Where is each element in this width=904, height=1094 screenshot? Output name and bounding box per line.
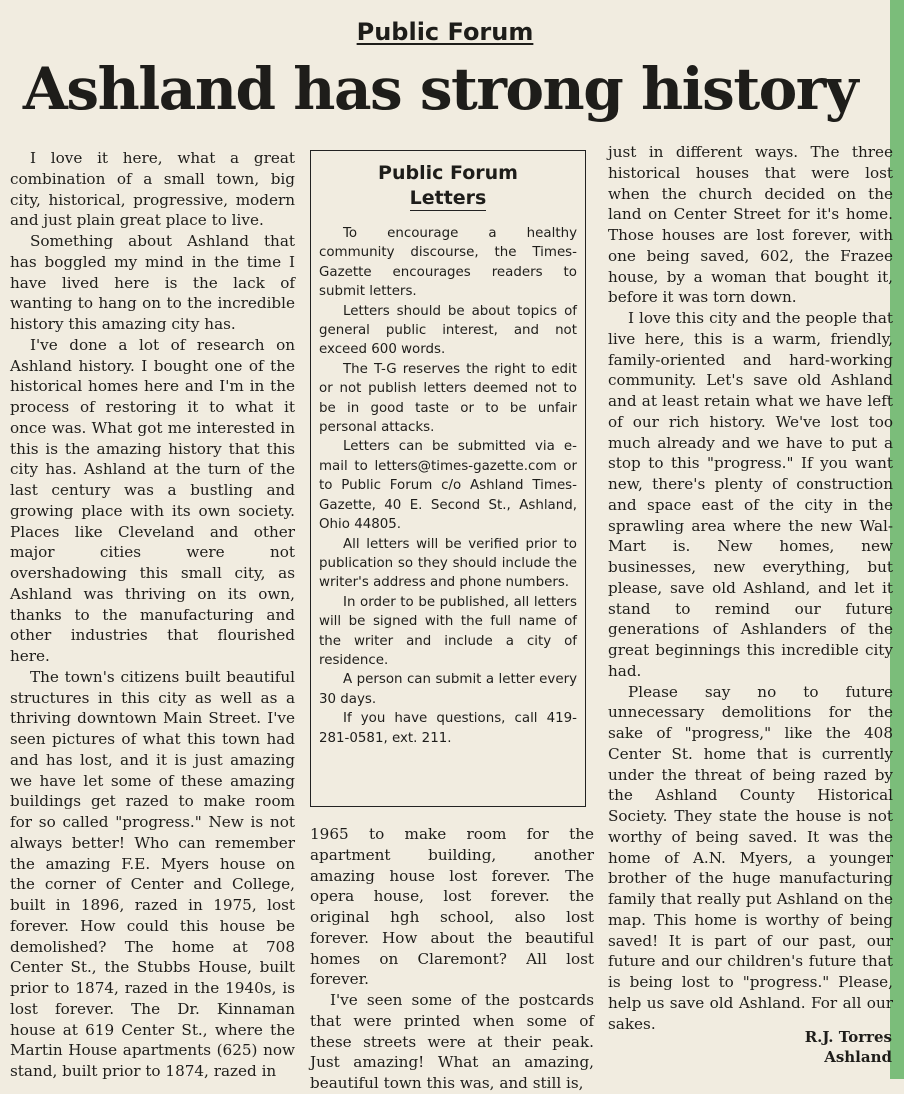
box-paragraph: To encourage a healthy community discourse, the Times-Gazette encourages readers to submit letters. <box>319 226 577 300</box>
public-forum-letters-box <box>310 150 586 807</box>
paragraph: I've seen some of the postcards that were printed when some of these streets were at their peak. Just amazing! What an amazing, beautiful town this was, and still is, <box>310 991 594 1092</box>
box-paragraph: Letters can be submitted via e-mail to letters@times-gazette.com or to Public Forum c/o Ashland Times-Gazette, 40 E. Second St., Ashland, Ohio 44805. <box>319 439 577 533</box>
headline: Ashland has strong history <box>22 55 858 123</box>
letter-column-3 <box>608 142 893 1034</box>
box-paragraph: Letters should be about topics of general public interest, and not exceed 600 words. <box>319 303 577 358</box>
paragraph: Please say no to future unnecessary demolitions for the sake of "progress," like the 408 Center St. home that is currently under the threat of being razed by the Ashland County Historical Society. They state the house is not worthy of being saved. It was the home of A.N. Myers, a younger brother of the huge manufacturing family that really put Ashland on the map. This home is worthy of being saved! It is part of our past, our future and our children's future that is being lost to "progress." Please, help us save old Ashland. For all our sakes. <box>608 682 893 1033</box>
paragraph: Something about Ashland that has boggled my mind in the time I have lived here is the lack of wanting to hang on to the incredible history this amazing city has. <box>10 232 295 333</box>
signature-city: Ashland <box>824 1048 892 1066</box>
box-paragraph: In order to be published, all letters will be signed with the full name of the writer and include a city of residence. <box>319 594 577 668</box>
paragraph: The town's citizens built beautiful structures in this city as well as a thriving downtown Main Street. I've seen pictures of what this town had and has lost, and it is just amazing we have let some of these amazing buildings get razed to make room for so called "progress." New is not always better! Who can remember the amazing F.E. Myers house on the corner of Center and College, built in 1896, razed in 1975, lost forever. How could this house be demolished? The home at 708 Center St., the Stubbs House, built prior to 1874, razed in the 1940s, is lost forever. The Dr. Kinnaman house at 619 Center St., where the Martin House apartments (625) now stand, built prior to 1874, razed in <box>10 667 295 1080</box>
box-paragraph: The T-G reserves the right to edit or not publish letters deemed not to be in good taste or to be unfair personal attacks. <box>319 361 577 436</box>
letter-column-2 <box>310 824 594 1094</box>
box-paragraph: All letters will be verified prior to publication so they should include the writer's address and phone numbers. <box>319 536 577 591</box>
box-paragraph: If you have questions, call 419-281-0581, ext. 211. <box>319 711 577 746</box>
box-title-line-2: Letters <box>409 187 487 209</box>
box-paragraph: A person can submit a letter every 30 days. <box>319 672 577 707</box>
signature-name: R.J. Torres <box>804 1028 892 1046</box>
letter-column-1 <box>10 148 295 1082</box>
box-title-line-1: Public Forum <box>378 162 518 184</box>
paragraph: I love it here, what a great combination of a small town, big city, historical, progressive, modern and just plain great place to live. <box>10 149 295 230</box>
paragraph: just in different ways. The three historical houses that were lost when the church decided on the land on Center Street for it's home. Those houses are lost forever, with one being saved, 602, the Frazee house, by a woman that bought it, before it was torn down. <box>608 143 893 307</box>
paragraph: I've done a lot of research on Ashland history. I bought one of the historical homes here and I'm in the process of restoring it to what it once was. What got me interested in this is the amazing history that this city has. Ashland at the turn of the last century was a bustling and growing place with its own society. Places like Cleveland and other major cities were not overshadowing this small city, as Ashland was thriving on its own, thanks to the manufacturing and other industries that flourished here. <box>10 335 295 665</box>
paragraph: I love this city and the people that live here, this is a warm, friendly, family-oriented and hard-working community. Let's save old Ashland and at least retain what we have left of our rich history. We've lost too much already and we have to put a stop to this "progress." If you want new, there's plenty of construction and space east of the city in the sprawling area where the new Wal-Mart is. New homes, new businesses, new everything, but please, save old Ashland, and let it stand to remind our future generations of Ashlanders of the great beginnings this incredible city had. <box>608 309 893 680</box>
paragraph: 1965 to make room for the apartment building, another amazing house lost forever. The opera house, lost forever. the original hgh school, also lost forever. How about the beautiful homes on Claremont? All lost forever. <box>310 825 594 989</box>
box-body <box>319 224 577 748</box>
section-label: Public Forum <box>356 18 534 46</box>
signature <box>805 1027 892 1067</box>
